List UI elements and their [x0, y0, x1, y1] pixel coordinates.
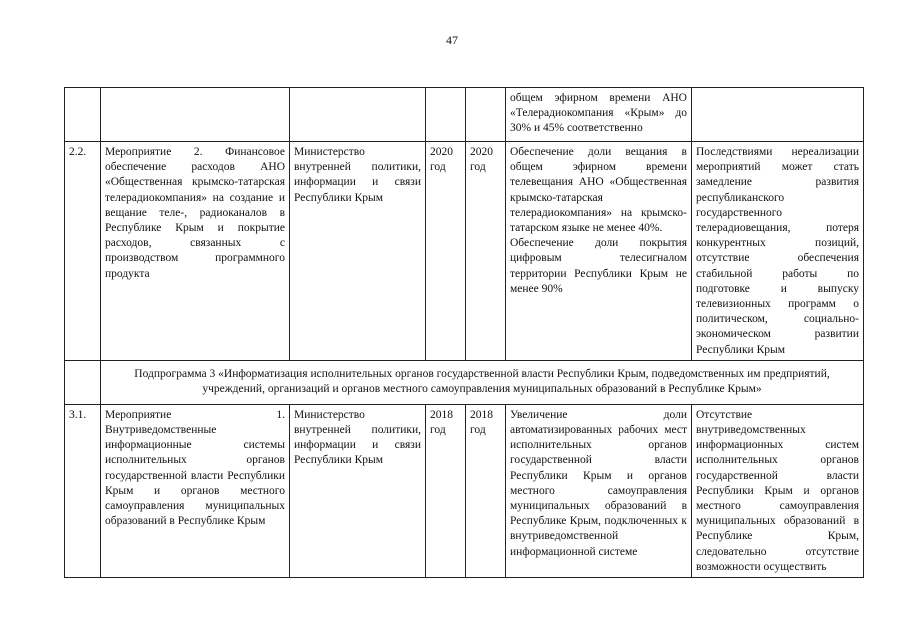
- cell-start: 2020 год: [426, 142, 466, 361]
- cell-event: Мероприятие 2. Финансовое обеспечение расходов АНО «Общественная крымско-татарская телерадиокомпания» на создание и вещание теле-, радиоканалов в Республике Крым и покрытие расходов, связанных с производством программного продукта: [101, 142, 290, 361]
- table-row-2-2: [65, 142, 864, 361]
- cell-consequence: Последствиями нереализации мероприятий может стать замедление развития республиканского государственного телерадиовещания, потеря конкурентных позиций, отсутствие обеспечения стабильной работы по подготовке и выпуску телевизионных программ о политическом, социально-экономическом развитии Республики Крым: [692, 142, 864, 361]
- cell-result: [506, 142, 692, 361]
- cell-start: [426, 88, 466, 142]
- cell-num: [65, 88, 101, 142]
- cell-executor: Министерство внутренней политики, информации и связи Республики Крым: [290, 404, 426, 577]
- cell-consequence: Отсутствие внутриведомственных информационных систем исполнительных органов государственной власти Республики Крым и органов местного самоуправления муниципальных образований в Республике Крым, следовательно отсутствие возможности осуществить: [692, 404, 864, 577]
- cell-result: [506, 404, 692, 577]
- subprogram-title: Подпрограмма 3 «Информатизация исполнительных органов государственной власти Республики Крым, подведомственных им предприятий, учреждений, организаций и органов местного самоуправления муниципальных образований в Республике Крым»: [101, 360, 864, 404]
- cell-event: Мероприятие 1. Внутриведомственные информационные системы исполнительных органов государственной власти Республики Крым и органов местного самоуправления муниципальных образований в Республике Крым: [101, 404, 290, 577]
- cell-event: [101, 88, 290, 142]
- cell-start: 2018 год: [426, 404, 466, 577]
- cell-result: [506, 88, 692, 142]
- cell-executor: [290, 88, 426, 142]
- cell-end: 2020 год: [466, 142, 506, 361]
- cell-num: 2.2.: [65, 142, 101, 361]
- program-table: [64, 87, 864, 578]
- table-row-3-1: [65, 404, 864, 577]
- cell-end: [466, 88, 506, 142]
- cell-num: 3.1.: [65, 404, 101, 577]
- cell-end: 2018 год: [466, 404, 506, 577]
- cell-num: [65, 360, 101, 404]
- cell-executor: Министерство внутренней политики, информации и связи Республики Крым: [290, 142, 426, 361]
- result-text: Обеспечение доли вещания в общем эфирном времени телевещания АНО «Общественная крымско-татарская телерадиокомпания» на крымско-татарском языке не менее 40%.: [510, 146, 687, 235]
- table-row-continuation: [65, 88, 864, 142]
- cell-consequence: [692, 88, 864, 142]
- result-text: общем эфирном времени АНО «Телерадиокомпания «Крым» до 30% и 45% соответственно: [510, 92, 687, 135]
- page-number: 47: [446, 33, 458, 47]
- subprogram-row: [65, 360, 864, 404]
- result-text: Обеспечение доли покрытия цифровым телесигналом территории Республики Крым не менее 90%: [510, 237, 687, 295]
- result-text: Увеличение доли автоматизированных рабочих мест исполнительных органов государственной власти Республики Крым и органов местного самоуправления муниципальных образований в Республике Крым, подключенных к внутриведомственной информационной системе: [510, 408, 687, 558]
